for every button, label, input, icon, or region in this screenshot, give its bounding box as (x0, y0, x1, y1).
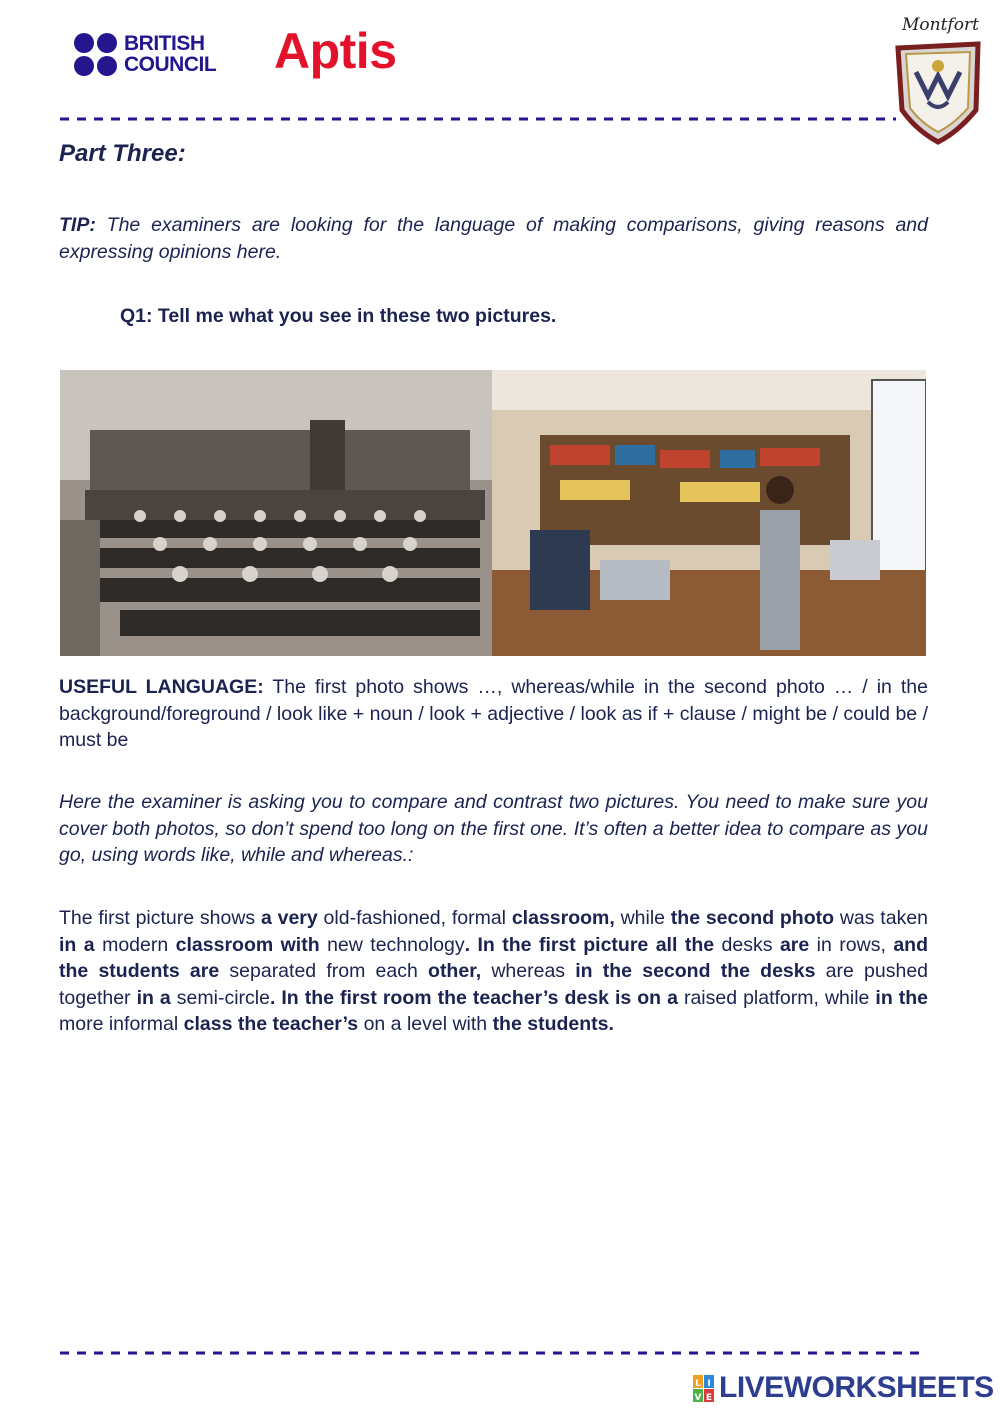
answer-segment: and the students are (59, 933, 928, 982)
useful-language-text: The first photo shows …, whereas/while in the second photo … / in the background/foreground / look like + noun / look + adjective / look as if + clause / might be / could be / must be (59, 676, 928, 751)
answer-segment: are pushed together (59, 960, 929, 1009)
liveworksheets-brand[interactable]: LIVEWORKSHEETS (719, 1371, 994, 1404)
answer-segment: The first picture shows (59, 907, 261, 929)
answer-segment: are (779, 933, 810, 956)
svg-text:I: I (707, 1379, 711, 1389)
answer-segment: a very (260, 907, 324, 929)
answer-segment: in the second the desks (575, 960, 816, 982)
answer-segment: semi-circle (170, 986, 270, 1009)
british-council-logo (74, 31, 234, 79)
answer-segment: more informal (59, 1013, 184, 1035)
answer-segment: modern (94, 933, 176, 956)
answer-segment: on a level with (358, 1013, 493, 1035)
useful-language-paragraph (59, 674, 928, 754)
answer-segment: in a (59, 933, 95, 956)
answer-segment: new technology (319, 933, 465, 956)
answer-segment: was taken (834, 907, 929, 929)
tip-label: TIP: (59, 214, 96, 236)
answer-segment: whereas (481, 960, 576, 982)
tip-text: The examiners are looking for the language of making comparisons, giving reasons and expressing opinions here. (59, 214, 928, 263)
answer-segment: in the (875, 986, 928, 1009)
answer-segment: . In the first picture all the (464, 933, 715, 956)
modern-classroom-photo (492, 370, 926, 656)
answer-segment: desks (714, 933, 780, 956)
answer-segment: while (614, 907, 671, 929)
svg-text:V: V (694, 1393, 702, 1403)
british-council-dots-icon (74, 33, 120, 79)
svg-text:E: E (705, 1393, 713, 1403)
liveworksheets-badge-icon (693, 1375, 715, 1403)
tip-paragraph (59, 212, 928, 265)
answer-segment: old-fashioned, formal (323, 907, 512, 929)
question-one: Q1: Tell me what you see in these two pictures. (120, 305, 557, 327)
answer-segment: in rows, (809, 933, 894, 956)
answer-segment: in a (136, 986, 171, 1009)
answer-segment: the second photo (670, 907, 835, 929)
model-answer-paragraph (59, 905, 928, 1038)
footer-dashed-divider (60, 1351, 926, 1355)
aptis-logo: Aptis (274, 23, 397, 79)
montfort-crest-icon (888, 10, 988, 145)
answer-segment: . In the first room the teacher’s desk is on a (269, 986, 678, 1009)
svg-text:L: L (695, 1379, 701, 1389)
answer-segment: classroom, (511, 907, 615, 929)
useful-language-label: USEFUL LANGUAGE: (59, 676, 264, 698)
liveworksheets-logo (693, 1371, 993, 1407)
classroom-photos (60, 370, 926, 656)
answer-segment: classroom with (175, 933, 320, 956)
answer-segment: class the teacher’s (183, 1013, 359, 1035)
crest-script: Montfort (902, 15, 979, 35)
answer-segment: the students. (492, 1013, 614, 1035)
old-classroom-photo (60, 370, 492, 656)
answer-segment: separated from each (219, 960, 429, 982)
answer-segment: raised platform, while (677, 986, 876, 1009)
british-council-line1: BRITISH (124, 32, 205, 55)
british-council-line2: COUNCIL (124, 53, 217, 76)
instructions-paragraph: Here the examiner is asking you to compare and contrast two pictures. You need to make sure you cover both photos, so don’t spend too long on the first one. It’s often a better idea to compare as you go, using words like, while and whereas.: (59, 791, 928, 866)
header-dashed-divider (60, 117, 896, 121)
answer-segment: other, (428, 960, 482, 982)
section-title: Part Three: (59, 140, 186, 167)
